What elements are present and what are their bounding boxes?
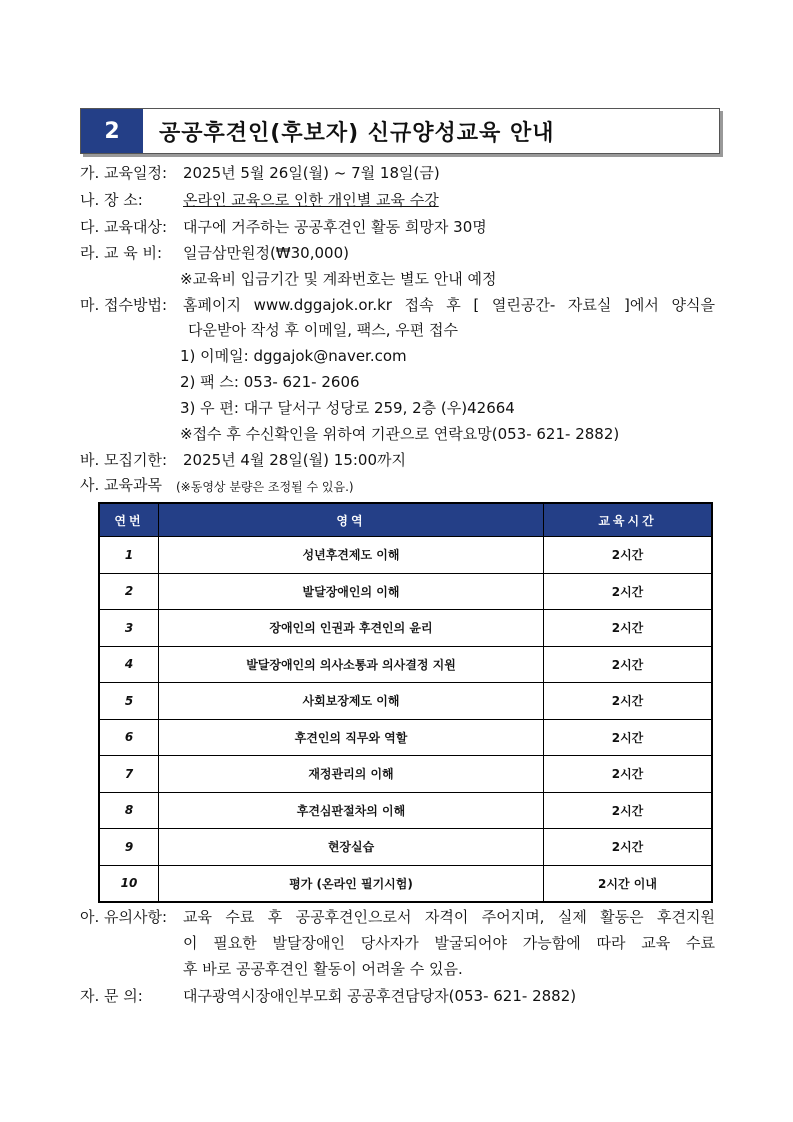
row-area: 사회보장제도 이해 — [159, 683, 544, 720]
row-time: 2시간 — [544, 792, 713, 829]
row-area: 현장실습 — [159, 829, 544, 866]
fee-label: 라. 교 육 비: — [80, 244, 163, 262]
row-no: 3 — [99, 610, 159, 647]
row-area: 장애인의 인권과 후견인의 윤리 — [159, 610, 544, 647]
section-number: 2 — [81, 109, 143, 153]
row-no: 6 — [99, 719, 159, 756]
table-row — [99, 537, 712, 574]
header-area: 영역 — [159, 503, 544, 537]
row-time: 2시간 — [544, 829, 713, 866]
header-no: 연번 — [99, 503, 159, 537]
row-no: 2 — [99, 573, 159, 610]
schedule-label: 가. 교육일정: — [80, 164, 168, 182]
table-row — [99, 719, 712, 756]
table-row — [99, 829, 712, 866]
schedule-value: 2025년 5월 26일(월) ~ 7월 18일(금) — [183, 164, 440, 182]
fee-value: 일금삼만원정(₩30,000) — [183, 244, 349, 262]
row-no: 10 — [99, 865, 159, 902]
row-area: 발달장애인의 이해 — [159, 573, 544, 610]
row-no: 5 — [99, 683, 159, 720]
curriculum-label: 사. 교육과목 — [80, 476, 162, 494]
apply-email: 1) 이메일: dggajok@naver.com — [180, 347, 407, 365]
row-time: 2시간 — [544, 646, 713, 683]
row-time: 2시간 이내 — [544, 865, 713, 902]
row-no: 4 — [99, 646, 159, 683]
apply-line2: 다운받아 작성 후 이메일, 팩스, 우편 접수 — [188, 321, 458, 339]
deadline-value: 2025년 4월 28일(월) 15:00까지 — [183, 451, 406, 469]
row-time: 2시간 — [544, 610, 713, 647]
contact-value: 대구광역시장애인부모회 공공후견담당자(053- 621- 2882) — [183, 987, 577, 1005]
table-row — [99, 865, 712, 902]
curriculum-table — [98, 502, 713, 903]
apply-fax: 2) 팩 스: 053- 621- 2606 — [180, 373, 360, 391]
apply-line1: 홈페이지 www.dggajok.or.kr 접속 후 [ 열린공간- 자료실 ]에서 양식을 — [183, 296, 715, 314]
apply-note: ※접수 후 수신확인을 위하여 기관으로 연락요망(053- 621- 2882) — [180, 425, 620, 443]
caution-line2: 이 필요한 발달장애인 당사자가 발굴되어야 가능함에 따라 교육 수료 — [183, 934, 715, 952]
row-time: 2시간 — [544, 573, 713, 610]
row-area: 재정관리의 이해 — [159, 756, 544, 793]
row-no: 7 — [99, 756, 159, 793]
apply-post: 3) 우 편: 대구 달서구 성당로 259, 2층 (우)42664 — [180, 399, 515, 417]
deadline-label: 바. 모집기한: — [80, 451, 168, 469]
table-row — [99, 683, 712, 720]
curriculum-note: (※동영상 분량은 조정될 수 있음.) — [176, 480, 354, 494]
row-no: 8 — [99, 792, 159, 829]
page-title: 공공후견인(후보자) 신규양성교육 안내 — [159, 120, 555, 146]
section-header — [80, 108, 720, 154]
row-area: 후견심판절차의 이해 — [159, 792, 544, 829]
caution-line3: 후 바로 공공후견인 활동이 어려울 수 있음. — [183, 960, 463, 978]
row-area: 발달장애인의 의사소통과 의사결정 지원 — [159, 646, 544, 683]
row-area: 후견인의 직무와 역할 — [159, 719, 544, 756]
row-time: 2시간 — [544, 537, 713, 574]
table-header-row — [99, 503, 712, 537]
table-row — [99, 646, 712, 683]
place-value: 온라인 교육으로 인한 개인별 교육 수강 — [183, 191, 439, 209]
caution-line1: 교육 수료 후 공공후견인으로서 자격이 주어지며, 실제 활동은 후견지원 — [183, 908, 715, 926]
fee-note: ※교육비 입금기간 및 계좌번호는 별도 안내 예정 — [180, 270, 497, 288]
row-no: 1 — [99, 537, 159, 574]
contact-label: 자. 문 의: — [80, 987, 143, 1005]
caution-label: 아. 유의사항: — [80, 908, 168, 926]
table-row — [99, 792, 712, 829]
row-area: 성년후견제도 이해 — [159, 537, 544, 574]
row-time: 2시간 — [544, 756, 713, 793]
row-area: 평가 (온라인 필기시험) — [159, 865, 544, 902]
apply-label: 마. 접수방법: — [80, 296, 168, 314]
header-time: 교육시간 — [544, 503, 713, 537]
table-row — [99, 573, 712, 610]
table-row — [99, 756, 712, 793]
row-no: 9 — [99, 829, 159, 866]
target-label: 다. 교육대상: — [80, 218, 168, 236]
row-time: 2시간 — [544, 683, 713, 720]
place-label: 나. 장 소: — [80, 191, 143, 209]
row-time: 2시간 — [544, 719, 713, 756]
target-value: 대구에 거주하는 공공후견인 활동 희망자 30명 — [183, 218, 487, 236]
table-row — [99, 610, 712, 647]
